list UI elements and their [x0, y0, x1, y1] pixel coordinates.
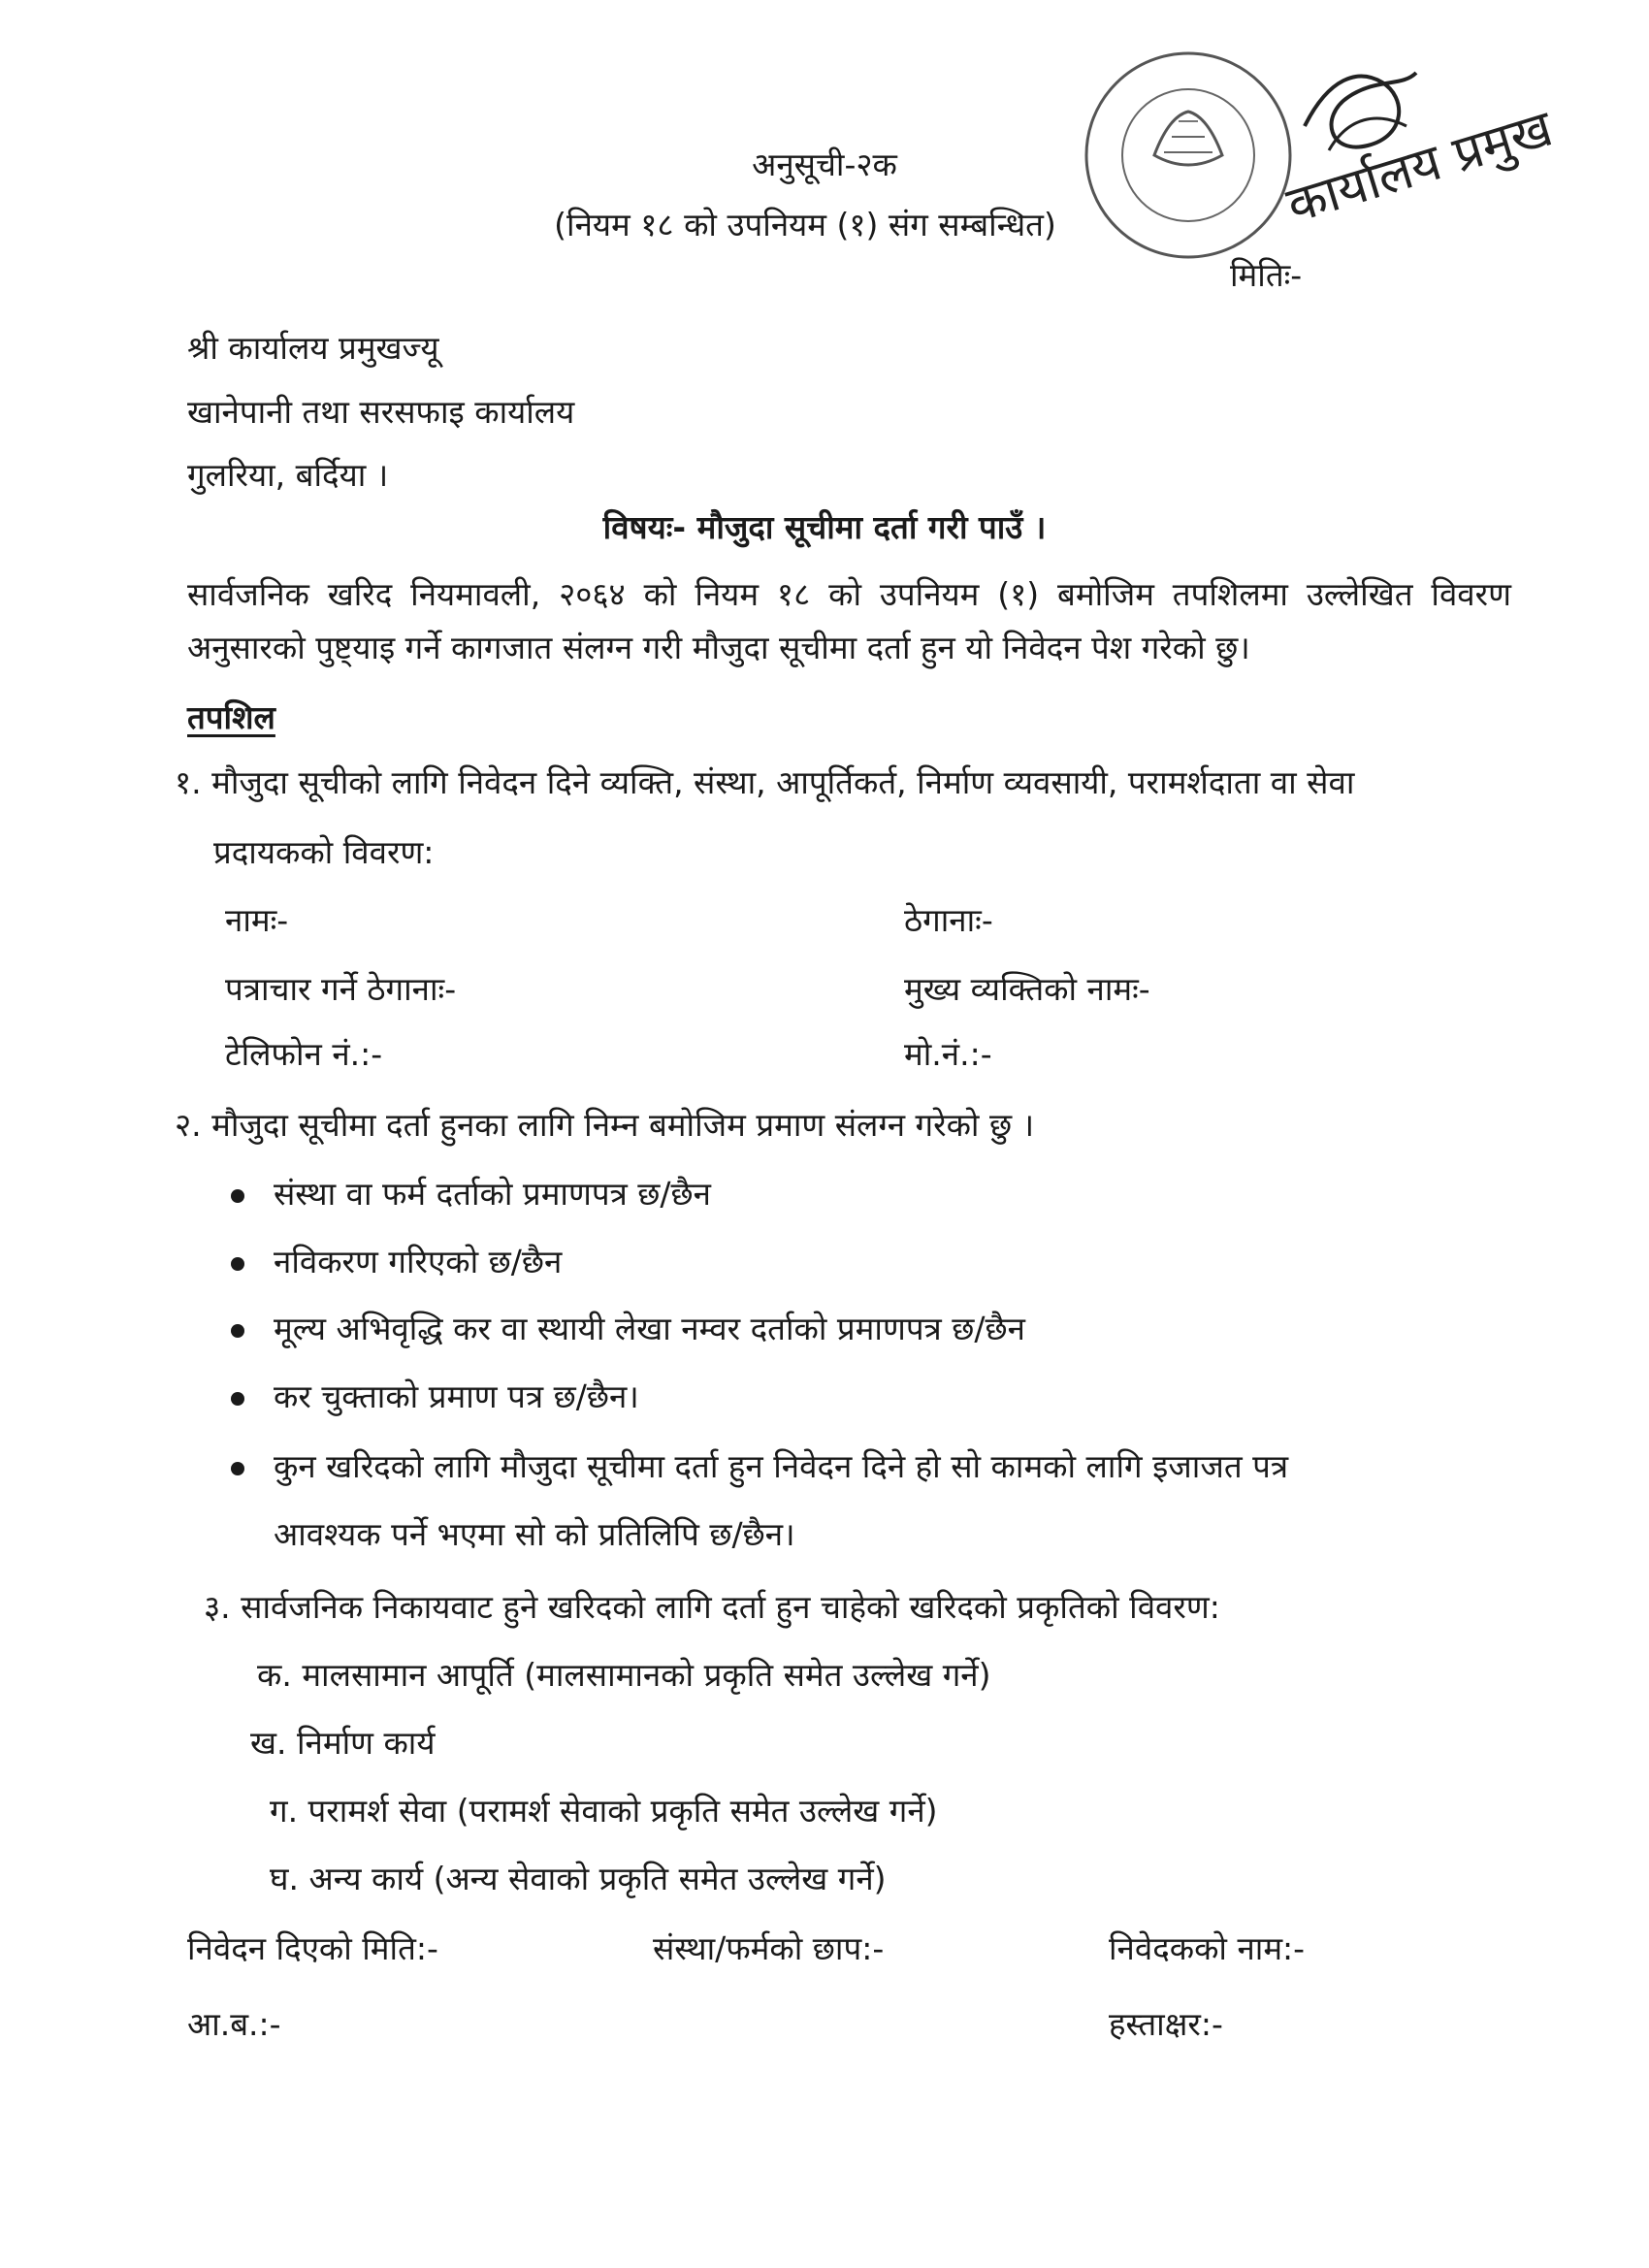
application-date-field: निवेदन दिएको मिति:- [187, 1929, 438, 1967]
bullet-item: कुन खरिदको लागि मौजुदा सूचीमा दर्ता हुन निवेदन दिने हो सो कामको लागि इजाजत पत्र [274, 1447, 1289, 1485]
section-1-heading: १. मौजुदा सूचीको लागि निवेदन दिने व्यक्ति, संस्था, आपूर्तिकर्त, निर्माण व्यवसायी, परामर्शदाता वा सेवा [175, 763, 1355, 801]
procurement-type-construction: ख. निर्माण कार्य [250, 1724, 436, 1762]
field-main-person-name: मुख्य व्यक्तिको नामः- [904, 970, 1150, 1008]
firm-seal-field: संस्था/फर्मको छाप:- [653, 1929, 885, 1967]
field-telephone: टेलिफोन नं.:- [225, 1035, 383, 1073]
field-mobile: मो.नं.:- [904, 1035, 992, 1073]
office-head-stamp: कार्यालय प्रमुख [1280, 99, 1560, 236]
applicant-name-field: निवेदकको नाम:- [1109, 1929, 1306, 1967]
procurement-type-consulting: ग. परामर्श सेवा (परामर्श सेवाको प्रकृति समेत उल्लेख गर्ने) [270, 1792, 938, 1830]
procurement-type-other: घ. अन्य कार्य (अन्य सेवाको प्रकृति समेत उल्लेख गर्ने) [270, 1860, 887, 1897]
fiscal-year-field: आ.ब.:- [187, 2005, 281, 2043]
signature-field: हस्ताक्षर:- [1109, 2005, 1223, 2043]
rule-reference: (नियम १८ को उपनियम (१) संग सम्बन्धित) [554, 206, 1056, 243]
addressee-line-3: गुलरिया, बर्दिया । [187, 456, 389, 494]
bullet-item: कर चुक्ताको प्रमाण पत्र छ/छैन। [274, 1377, 639, 1415]
section-1-heading-cont: प्रदायकको विवरण: [213, 833, 435, 871]
date-label: मितिः- [1230, 256, 1303, 294]
field-name: नामः- [225, 901, 289, 939]
bullet-item: संस्था वा फर्म दर्ताको प्रमाणपत्र छ/छैन [274, 1175, 711, 1213]
bullet-dot [231, 1462, 244, 1475]
bullet-item-continuation: आवश्यक पर्ने भएमा सो को प्रतिलिपि छ/छैन। [274, 1515, 795, 1553]
bullet-dot [231, 1392, 244, 1406]
bullet-dot [231, 1189, 244, 1203]
subject-line: विषयः- मौजुदा सूचीमा दर्ता गरी पाउँ । [602, 508, 1047, 546]
schedule-title: अनुसूची-२क [752, 146, 897, 183]
bullet-dot [231, 1257, 244, 1271]
section-3-heading: ३. सार्वजनिक निकायवाट हुने खरिदको लागि दर्ता हुन चाहेको खरिदको प्रकृतिको विवरण: [204, 1588, 1220, 1626]
field-correspondence-address: पत्राचार गर्ने ठेगानाः- [225, 970, 457, 1008]
addressee-line-2: खानेपानी तथा सरसफाइ कार्यालय [187, 393, 575, 431]
field-address: ठेगानाः- [904, 901, 993, 939]
section-2-heading: २. मौजुदा सूचीमा दर्ता हुनका लागि निम्न बमोजिम प्रमाण संलग्न गरेको छु । [175, 1106, 1035, 1144]
bullet-dot [231, 1324, 244, 1338]
details-heading: तपशिल [187, 698, 275, 736]
procurement-type-goods: क. मालसामान आपूर्ति (मालसामानको प्रकृति समेत उल्लेख गर्ने) [257, 1656, 991, 1694]
bullet-item: नविकरण गरिएको छ/छैन [274, 1243, 563, 1280]
addressee-line-1: श्री कार्यालय प्रमुखज्यू [187, 329, 439, 367]
intro-paragraph: सार्वजनिक खरिद नियमावली, २०६४ को नियम १८ को उपनियम (१) बमोजिम तपशिलमा उल्लेखित विवरण अनुसारको पुष्ट्याइ गर्ने कागजात संलग्न गरी मौजुदा सूचीमा दर्ता हुन यो निवेदन पेश गरेको छु। [187, 575, 1511, 666]
bullet-item: मूल्य अभिवृद्धि कर वा स्थायी लेखा नम्वर दर्ताको प्रमाणपत्र छ/छैन [274, 1310, 1025, 1347]
